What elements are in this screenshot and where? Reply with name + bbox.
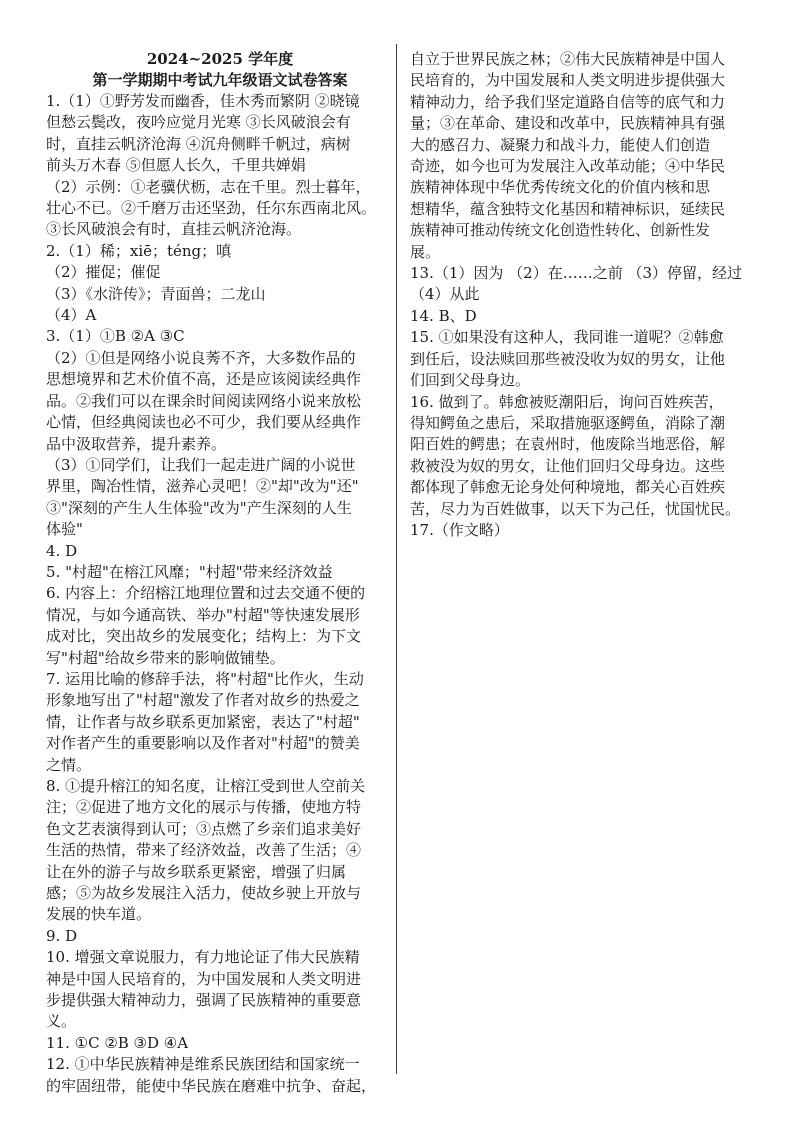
answer-line: 10. 增强文章说服力，有力地论证了伟大民族精 bbox=[46, 948, 360, 967]
answer-line: 色文艺表演得到认可；③点燃了乡亲们追求美好 bbox=[46, 819, 362, 838]
answer-line: 14. B、D bbox=[410, 306, 477, 325]
answer-line: 品。②我们可以在课余时间阅读网络小说来放松 bbox=[46, 391, 362, 410]
title-line-1: 2024~2025 学年度 bbox=[146, 50, 294, 68]
answer-line: （4）A bbox=[46, 306, 97, 325]
answer-line: 救被没为奴的男女，让他们回归父母身边。这些 bbox=[410, 456, 726, 475]
answer-line: （2）摧促；催促 bbox=[46, 263, 161, 282]
answer-line: 心情，但经典阅读也必不可少，我们要从经典作 bbox=[46, 413, 362, 432]
answer-line: 让在外的游子与故乡联系更紧密，增强了归属 bbox=[46, 862, 347, 881]
answer-line: 13.（1）因为 （2）在……之前 （3）停留，经过 bbox=[410, 264, 743, 283]
answer-line: 形象地写出了"村超"激发了作者对故乡的热爱之 bbox=[46, 691, 360, 710]
answer-line: 写"村超"给故乡带来的影响做铺垫。 bbox=[46, 648, 285, 667]
answer-line: 情况，与如今通高铁、举办"村超"等快速发展形 bbox=[46, 605, 360, 624]
answer-line: 2.（1）稀；xiē；téng；嗔 bbox=[46, 241, 232, 260]
answer-line: 8. ①提升榕江的知名度，让榕江受到世人空前关 bbox=[46, 777, 366, 795]
title-line-2: 第一学期期中考试九年级语文试卷答案 bbox=[92, 71, 348, 89]
answer-line: 壮心不已。②千磨万击还坚劲，任尔东西南北风。 bbox=[46, 199, 377, 218]
answer-line: 都体现了韩愈无论身处何种境地，都关心百姓疾 bbox=[410, 478, 726, 497]
right-column bbox=[410, 49, 760, 541]
answer-line: 义。 bbox=[46, 1012, 77, 1031]
answer-line: 阳百姓的鳄患；在袁州时，他废除当地恶俗，解 bbox=[410, 435, 726, 454]
left-answer-text bbox=[46, 91, 394, 1097]
answer-line: （3）《水浒传》；青面兽；二龙山 bbox=[46, 284, 266, 303]
answer-line: 9. D bbox=[46, 926, 78, 945]
answer-line: 苦，尽力为百姓做事，以天下为己任，忧国忧民。 bbox=[410, 499, 741, 518]
answer-line: 之情。 bbox=[46, 755, 92, 774]
answer-line: 想精华，蕴含独特文化基因和精神标识，延续民 bbox=[410, 199, 726, 218]
column-divider bbox=[396, 44, 397, 1074]
answer-line: 们回到父母身边。 bbox=[410, 371, 531, 390]
answer-line: 奇迹，如今也可为发展注入改革动能；④中华民 bbox=[410, 157, 726, 176]
answer-line: 前头万木春 ⑤但愿人长久，千里共婵娟 bbox=[46, 156, 306, 175]
answer-line: 注；②促进了地方文化的展示与传播，使地方特 bbox=[46, 798, 362, 817]
answer-line: 展。 bbox=[410, 242, 441, 261]
answer-line: （2）示例：①老骥伏枥，志在千里。烈士暮年， bbox=[46, 177, 371, 196]
answer-line: 到任后，设法赎回那些被没收为奴的男女，让他 bbox=[410, 349, 726, 368]
answer-line: 的牢固纽带，能使中华民族在磨难中抗争、奋起， bbox=[46, 1076, 377, 1095]
answer-line: 族精神可推动传统文化创造性转化、创新性发 bbox=[410, 221, 711, 240]
answer-line: 神是中国人民培育的，为中国发展和人类文明进 bbox=[46, 969, 362, 988]
answer-line: 精神动力，给予我们坚定道路自信等的底气和力 bbox=[410, 92, 726, 111]
answer-line: ③"深刻的产生人生体验"改为"产生深刻的人生 bbox=[46, 498, 352, 517]
answer-line: （2）①但是网络小说良莠不齐，大多数作品的 bbox=[46, 348, 356, 367]
answer-line: ③长风破浪会有时，直挂云帆济沧海。 bbox=[46, 220, 302, 239]
answer-line: 感；⑤为故乡发展注入活力，使故乡驶上开放与 bbox=[46, 884, 362, 903]
answer-line: 生活的热情，带来了经济效益，改善了生活；④ bbox=[46, 841, 362, 860]
right-answer-text bbox=[410, 49, 760, 541]
answer-line: 11. ①C ②B ③D ④A bbox=[46, 1033, 189, 1052]
answer-line: 5. "村超"在榕江风靡；"村超"带来经济效益 bbox=[46, 562, 333, 581]
answer-line: 民培育的，为中国发展和人类文明进步提供强大 bbox=[410, 71, 726, 90]
answer-line: 对作者产生的重要影响以及作者对"村超"的赞美 bbox=[46, 734, 360, 753]
answer-line: 自立于世界民族之林；②伟大民族精神是中国人 bbox=[410, 50, 726, 68]
answer-line: 但愁云鬓改，夜吟应觉月光寒 ③长风破浪会有 bbox=[46, 113, 351, 132]
left-column bbox=[46, 49, 394, 1097]
answer-line: 17.（作文略） bbox=[410, 520, 509, 539]
answer-line: 16. 做到了。韩愈被贬潮阳后，询问百姓疾苦， bbox=[410, 392, 724, 411]
answer-line: 4. D bbox=[46, 541, 78, 560]
answer-line: 情，让作者与故乡联系更加紧密，表达了"村超" bbox=[46, 712, 360, 731]
answer-line: 品中汲取营养，提升素养。 bbox=[46, 434, 227, 453]
answer-line: 思想境界和艺术价值不高，还是应该阅读经典作 bbox=[46, 370, 362, 389]
answer-line: 15. ①如果没有这种人，我同谁一道呢？②韩愈 bbox=[410, 328, 724, 347]
answer-line: 6. 内容上：介绍榕江地理位置和过去交通不便的 bbox=[46, 584, 366, 603]
answer-line: （3）①同学们，让我们一起走进广阔的小说世 bbox=[46, 455, 356, 474]
answer-line: 发展的快车道。 bbox=[46, 905, 152, 924]
answer-line: 1.（1）①野芳发而幽香，佳木秀而繁阴 ②晓镜 bbox=[46, 92, 360, 110]
answer-line: 7. 运用比喻的修辞手法，将"村超"比作火，生动 bbox=[46, 669, 364, 688]
answer-line: 族精神体现中华优秀传统文化的价值内核和思 bbox=[410, 178, 711, 197]
answer-line: 大的感召力、凝聚力和战斗力，能使人们创造 bbox=[410, 135, 711, 154]
answer-line: 体验" bbox=[46, 520, 83, 539]
answer-line: 成对比，突出故乡的发展变化；结构上：为下文 bbox=[46, 627, 362, 646]
answer-line: 时，直挂云帆济沧海 ④沉舟侧畔千帆过，病树 bbox=[46, 134, 351, 153]
answer-line: 12. ①中华民族精神是维系民族团结和国家统一 bbox=[46, 1055, 360, 1074]
answer-line: （4）从此 bbox=[410, 285, 480, 304]
answer-line: 量；③在革命、建设和改革中，民族精神具有强 bbox=[410, 114, 726, 133]
answer-line: 界里，陶冶性情，滋养心灵吧！②"却"改为"还" bbox=[46, 477, 359, 496]
answer-line: 得知鳄鱼之患后，采取措施驱逐鳄鱼，消除了潮 bbox=[410, 413, 726, 432]
answer-line: 3.（1）①B ②A ③C bbox=[46, 327, 185, 346]
answer-line: 步提供强大精神动力，强调了民族精神的重要意 bbox=[46, 991, 362, 1010]
